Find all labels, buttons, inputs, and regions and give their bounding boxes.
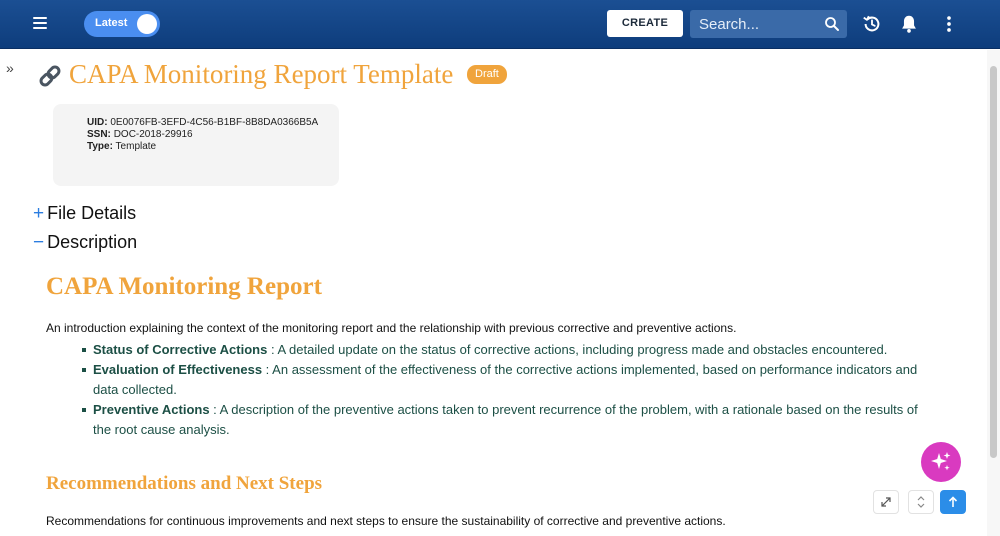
uid-row [87,117,339,129]
ai-assistant-button[interactable] [921,442,961,482]
type-value: Template [115,141,157,152]
history-icon[interactable] [861,13,883,35]
status-badge: Draft [467,65,507,84]
scrollbar[interactable] [987,50,1000,536]
search-input[interactable] [690,10,820,38]
unfold-icon [914,495,928,509]
link-icon [36,62,64,90]
ssn-row [87,129,339,141]
scroll-to-top-button[interactable] [940,490,966,514]
ssn-label: SSN: [87,129,111,140]
expand-diagonal-icon [879,495,893,509]
list-item-text: : A description of the preventive actions taken to prevent recurrence of the problem, with a rationale based on the results of the root cause analysis. [93,402,918,437]
search-icon[interactable] [823,15,841,33]
content-heading: CAPA Monitoring Report [46,273,322,300]
collapse-minus-icon: − [33,232,45,253]
list-item-text: : An assessment of the effectiveness of the corrective actions implemented, based on performance indicators and data collected. [93,362,918,397]
toggle-knob [137,14,157,34]
scroll-thumb[interactable] [990,66,997,458]
list-item-text: : A detailed update on the status of corrective actions, including progress made and obstacles encountered. [267,342,888,357]
search-box [690,10,847,38]
top-app-bar [0,0,1000,49]
bell-icon[interactable] [898,13,920,35]
list-item-term: Evaluation of Effectiveness [93,362,263,377]
description-label: Description [47,232,138,252]
expand-plus-icon: + [33,203,45,224]
arrow-up-icon [946,495,960,509]
expand-sidebar-icon[interactable]: » [6,60,12,76]
menu-icon[interactable] [28,14,52,34]
latest-toggle-label: Latest [95,17,128,29]
actions-list [82,340,922,440]
list-item-term: Preventive Actions [93,402,210,417]
type-label: Type: [87,141,113,152]
fullscreen-button[interactable] [873,490,899,514]
create-button[interactable]: CREATE [607,10,683,37]
metadata-card [53,104,339,186]
file-details-label: File Details [47,203,137,223]
list-item [82,360,922,400]
latest-toggle[interactable] [84,11,160,37]
more-vert-icon[interactable] [938,13,960,35]
list-item-term: Status of Corrective Actions [93,342,268,357]
page-title: CAPA Monitoring Report Template [69,59,454,89]
uid-value: 0E0076FB-3EFD-4C56-B1BF-8B8DA0366B5A [110,117,319,128]
list-item [82,400,922,440]
description-toggle[interactable] [33,232,137,254]
recommendations-paragraph: Recommendations for continuous improvements and next steps to ensure the sustainability of corrective and preventive actions. [46,514,726,528]
ssn-value: DOC-2018-29916 [113,129,193,140]
sort-button[interactable] [908,490,934,514]
list-item [82,340,922,360]
file-details-toggle[interactable] [33,203,136,225]
intro-paragraph: An introduction explaining the context of the monitoring report and the relationship with previous corrective and preventive actions. [46,321,737,335]
recommendations-heading: Recommendations and Next Steps [46,473,323,494]
sparkle-icon [929,450,953,474]
type-row [87,141,339,153]
uid-label: UID: [87,117,108,128]
